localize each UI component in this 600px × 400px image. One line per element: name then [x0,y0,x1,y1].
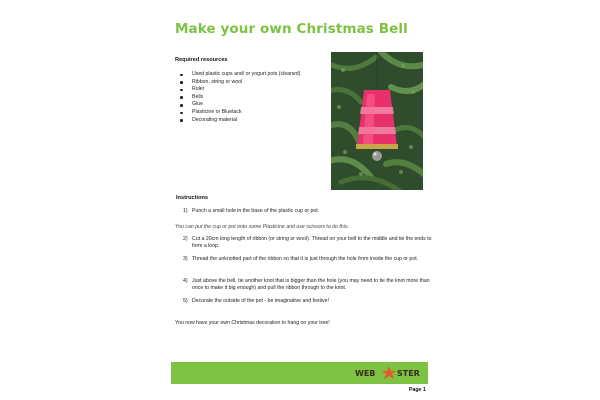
resource-item: Ribbon, string or wool [177,79,300,87]
step-number: 2) [183,236,188,242]
resources-heading: Required resources [175,57,228,63]
christmas-bell-photo [331,52,423,190]
resource-item: Decorating material [177,117,300,125]
instructions-heading: Instructions [176,195,209,201]
step-number: 4) [183,278,188,284]
resource-item: Glue [177,101,300,109]
page-title: Make your own Christmas Bell [175,21,408,37]
step-text: Decorate the outside of the pot - be imaginative and festive! [192,298,329,304]
bell-on-tree-illustration [331,52,423,190]
instruction-step [183,208,433,215]
step-text: Just above the bell, tie another knot that is bigger than the hole (you may need to tie the knot more than once to make it big enough) and pull the ribbon through to the knot. [192,278,430,292]
step-text: Thread the unknotted part of the ribbon so that it is just through the hole from inside the cup or pot. [192,256,419,262]
closing-text: You now have your own Christmas decoration to hang on your tree! [175,320,330,326]
instruction-step [183,298,433,305]
step-number: 1) [183,208,188,214]
webster-logo-icon [353,364,423,382]
webster-logo [353,364,423,382]
instruction-step [183,256,433,263]
instruction-step [183,236,433,250]
italic-note: You can put the cup or pot onto some Plasticine and use scissors to do this. [175,224,349,230]
page-number: Page 1 [409,387,426,393]
step-text: Punch a small hole in the base of the plastic cup or pot. [192,208,320,214]
logo-text-2: STER [397,369,420,378]
resource-item: Used plastic cups and/ or yogurt pots (cleaned) [177,71,300,79]
resource-item: Plasticine or Bluetack [177,109,300,117]
resource-item: Bells [177,94,300,102]
step-number: 5) [183,298,188,304]
resources-list [177,71,300,124]
step-text: Cut a 20cm long length of ribbon (or string or wool). Thread on your bell to the middle and tie the ends to form a loop. [192,236,432,250]
instruction-step [183,278,433,292]
resource-item: Ruler [177,86,300,94]
logo-text: WEB [355,369,376,378]
step-number: 3) [183,256,188,262]
